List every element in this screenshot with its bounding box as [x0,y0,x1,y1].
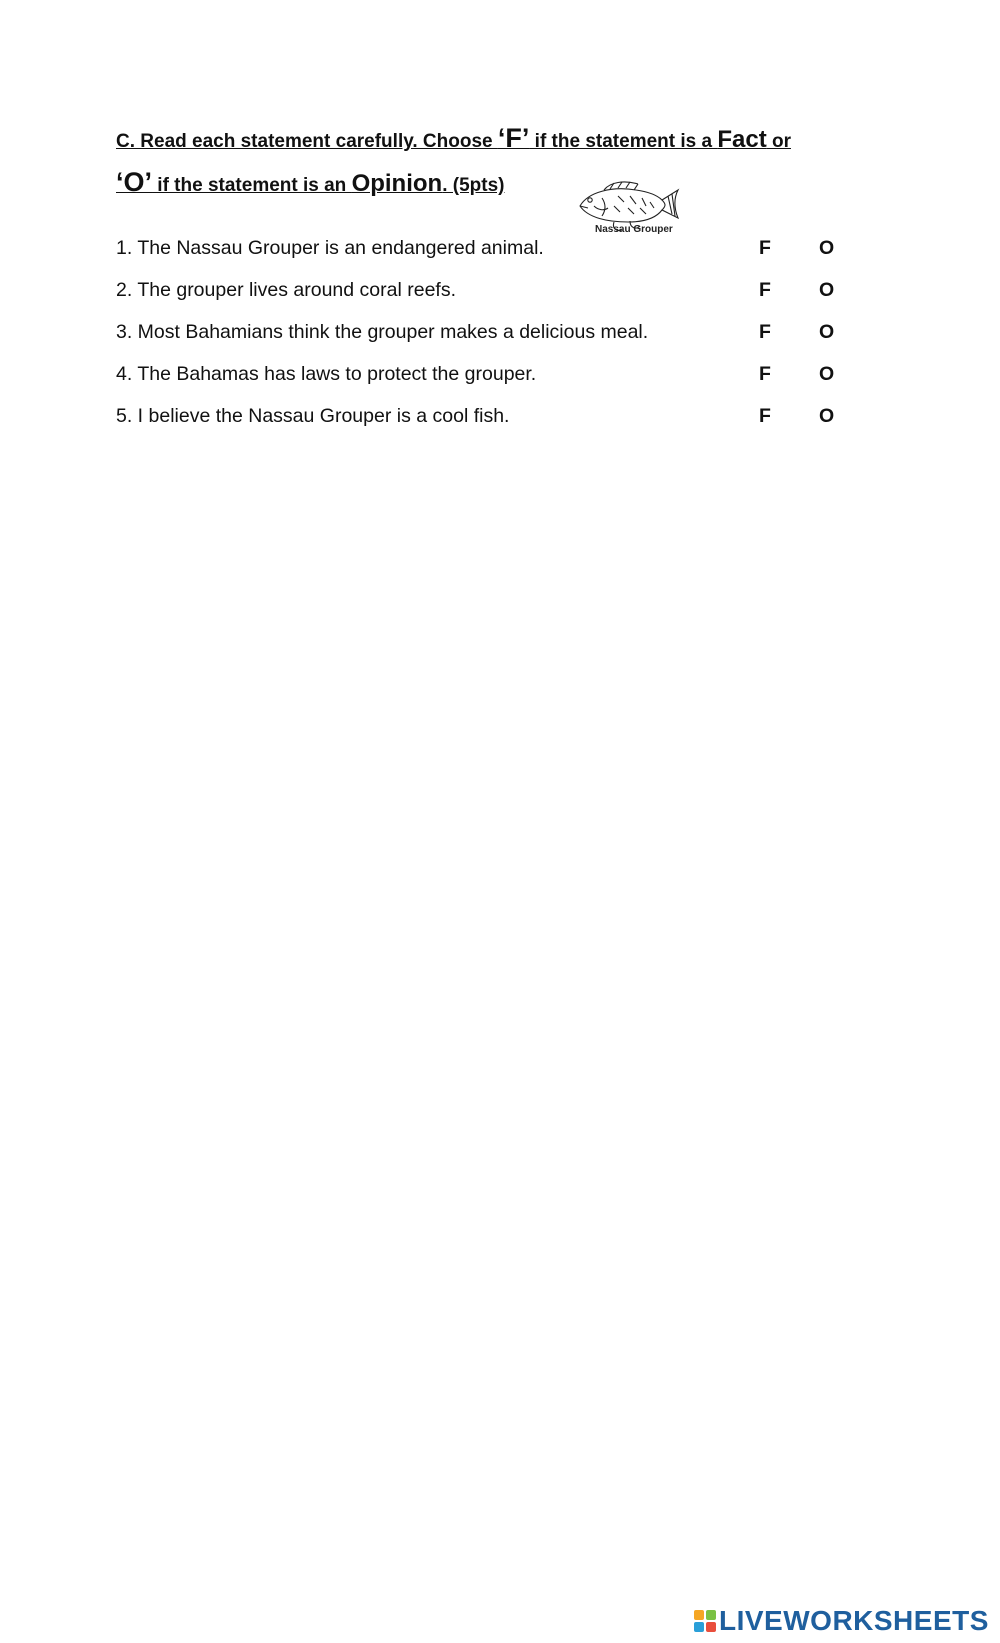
question-3 [116,321,846,363]
instructions-line-2 [116,162,856,206]
option-opinion[interactable]: O [819,363,835,385]
option-fact[interactable]: F [759,237,771,259]
option-fact[interactable]: F [759,405,771,427]
brand-text: LIVEWORKSHEETS [719,1605,989,1636]
opinion-word: Opinion [351,170,443,197]
fact-word: Fact [717,126,767,153]
option-opinion[interactable]: O [819,321,835,343]
liveworksheets-brand [694,1606,989,1636]
instructions-line-1 [116,118,856,162]
option-opinion[interactable]: O [819,405,835,427]
option-opinion[interactable]: O [819,279,835,301]
option-fact[interactable]: F [759,321,771,343]
option-fact[interactable]: F [759,363,771,385]
question-text: 5. I believe the Nassau Grouper is a cool fish. [116,405,510,427]
question-text: 3. Most Bahamians think the grouper makes a delicious meal. [116,321,649,343]
questions-list [116,237,846,447]
question-4 [116,363,846,405]
question-text: 4. The Bahamas has laws to protect the grouper. [116,363,537,385]
instructions-text-4: if the statement is an [152,175,352,196]
question-2 [116,279,846,321]
question-text: 2. The grouper lives around coral reefs. [116,279,456,301]
f-quote: ‘F’ [497,123,530,153]
question-text: 1. The Nassau Grouper is an endangered animal. [116,237,544,259]
instructions-text-2: if the statement is a [529,131,718,152]
question-5 [116,405,846,447]
fish-caption: Nassau Grouper [595,224,673,235]
option-fact[interactable]: F [759,279,771,301]
liveworksheets-logo-icon [694,1610,716,1632]
instructions-text-1: C. Read each statement carefully. Choose [116,131,498,152]
option-opinion[interactable]: O [819,237,835,259]
o-quote: ‘O’ [116,167,153,197]
question-1 [116,237,846,279]
instructions-text-5: . (5pts) [442,175,505,196]
instructions [116,118,856,206]
instructions-text-3: or [766,131,791,152]
